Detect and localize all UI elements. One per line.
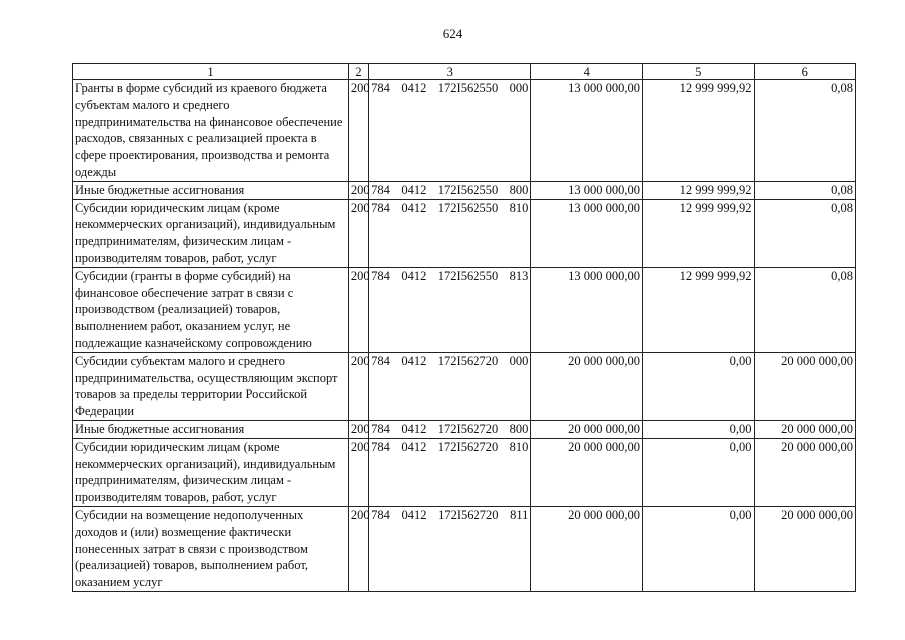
row-csr: 172I562720: [437, 439, 499, 454]
row-vr: 813: [509, 268, 529, 283]
row-grbs: 200: [348, 420, 368, 438]
table-row: [73, 506, 856, 591]
row-rz: 0412: [401, 268, 427, 283]
row-plan: 13 000 000,00: [531, 267, 643, 352]
row-fact: 12 999 999,92: [642, 80, 754, 182]
row-grbs: 200: [348, 506, 368, 591]
table-row: [73, 438, 856, 506]
column-header: 6: [754, 64, 855, 80]
row-vr: 000: [509, 353, 529, 368]
row-fact: 0,00: [642, 438, 754, 506]
row-rz: 0412: [401, 421, 427, 436]
row-csr: 172I562550: [437, 200, 499, 215]
row-plan: 13 000 000,00: [531, 181, 643, 199]
row-rz: 0412: [401, 200, 427, 215]
row-budget-code: [369, 181, 531, 199]
row-csr: 172I562720: [437, 421, 499, 436]
table-row: [73, 80, 856, 182]
row-fact: 0,00: [642, 506, 754, 591]
row-csr: 172I562550: [437, 268, 499, 283]
column-header: 4: [531, 64, 643, 80]
row-name: Субсидии субъектам малого и среднего предпринимательства, осуществляющим экспорт товаров за пределы территории Российской Федерации: [73, 352, 349, 420]
row-name: Субсидии юридическим лицам (кроме некоммерческих организаций), индивидуальным предпринимателям, физическим лицам - производителям товаров, работ, услуг: [73, 199, 349, 267]
row-csr: 172I562720: [437, 353, 499, 368]
row-rz: 0412: [401, 439, 427, 454]
page-number: 624: [442, 26, 463, 41]
row-csr: 172I562720: [438, 507, 499, 522]
row-ved: 784: [371, 268, 390, 283]
row-ved: 784: [371, 353, 390, 368]
column-header: 1: [73, 64, 349, 80]
row-fact: 0,00: [642, 352, 754, 420]
row-fact: 12 999 999,92: [642, 267, 754, 352]
table-row: [73, 420, 856, 438]
row-grbs: 200: [348, 438, 368, 506]
row-plan: 20 000 000,00: [531, 438, 643, 506]
row-rest: 0,08: [754, 199, 855, 267]
column-header: 3: [369, 64, 531, 80]
column-number-row: [73, 64, 856, 80]
row-name: Субсидии (гранты в форме субсидий) на финансовое обеспечение затрат в связи с производством (реализацией) товаров, выполнением работ, оказанием услуг, не подлежащие казначейскому сопровождению: [73, 267, 349, 352]
row-ved: 784: [371, 421, 390, 436]
row-rest: 0,08: [754, 181, 855, 199]
row-rest: 20 000 000,00: [754, 506, 855, 591]
row-rest: 20 000 000,00: [754, 438, 855, 506]
row-budget-code: [369, 80, 531, 182]
row-plan: 20 000 000,00: [531, 420, 643, 438]
row-vr: 800: [509, 421, 529, 436]
row-ved: 784: [371, 200, 390, 215]
row-vr: 811: [510, 507, 529, 522]
row-ved: 784: [371, 81, 390, 95]
row-name: Гранты в форме субсидий из краевого бюджета субъектам малого и среднего предпринимательства на финансовое обеспечение расходов, связанных с реализацией проекта в сфере проектирования, производства и ремонта одежды: [73, 80, 349, 182]
row-rz: 0412: [401, 81, 427, 95]
row-fact: 12 999 999,92: [642, 181, 754, 199]
row-grbs: 200: [348, 199, 368, 267]
row-budget-code: [369, 438, 531, 506]
row-rz: 0412: [401, 353, 427, 368]
row-csr: 172I562550: [437, 81, 499, 95]
row-budget-code: [369, 506, 531, 591]
row-name: Иные бюджетные ассигнования: [73, 181, 349, 199]
row-ved: 784: [371, 439, 390, 454]
row-ved: 784: [371, 182, 390, 197]
row-budget-code: [369, 352, 531, 420]
row-vr: 810: [509, 439, 529, 454]
row-rz: 0412: [401, 182, 427, 197]
row-vr: 000: [509, 81, 529, 95]
row-fact: 12 999 999,92: [642, 199, 754, 267]
row-name: Субсидии юридическим лицам (кроме некоммерческих организаций), индивидуальным предпринимателям, физическим лицам - производителям товаров, работ, услуг: [73, 438, 349, 506]
budget-table: [72, 63, 856, 592]
row-grbs: 200: [348, 80, 368, 182]
row-grbs: 200: [348, 352, 368, 420]
row-plan: 20 000 000,00: [531, 506, 643, 591]
row-plan: 20 000 000,00: [531, 352, 643, 420]
row-rz: 0412: [401, 507, 427, 522]
row-vr: 800: [509, 182, 529, 197]
column-header: 2: [348, 64, 368, 80]
table-row: [73, 267, 856, 352]
row-name: Субсидии на возмещение недополученных доходов и (или) возмещение фактически понесенных затрат в связи с производством (реализацией) товаров, выполнением работ, оказанием услуг: [73, 506, 349, 591]
row-csr: 172I562550: [437, 182, 499, 197]
table-row: [73, 181, 856, 199]
row-fact: 0,00: [642, 420, 754, 438]
row-ved: 784: [371, 507, 390, 522]
row-name: Иные бюджетные ассигнования: [73, 420, 349, 438]
column-header: 5: [642, 64, 754, 80]
row-rest: 0,08: [754, 80, 855, 182]
row-grbs: 200: [348, 181, 368, 199]
row-rest: 20 000 000,00: [754, 352, 855, 420]
row-budget-code: [369, 199, 531, 267]
table-body: [73, 80, 856, 592]
table-row: [73, 352, 856, 420]
row-plan: 13 000 000,00: [531, 199, 643, 267]
row-rest: 20 000 000,00: [754, 420, 855, 438]
row-budget-code: [369, 267, 531, 352]
row-vr: 810: [509, 200, 529, 215]
row-rest: 0,08: [754, 267, 855, 352]
row-budget-code: [369, 420, 531, 438]
table-row: [73, 199, 856, 267]
row-grbs: 200: [348, 267, 368, 352]
row-plan: 13 000 000,00: [531, 80, 643, 182]
